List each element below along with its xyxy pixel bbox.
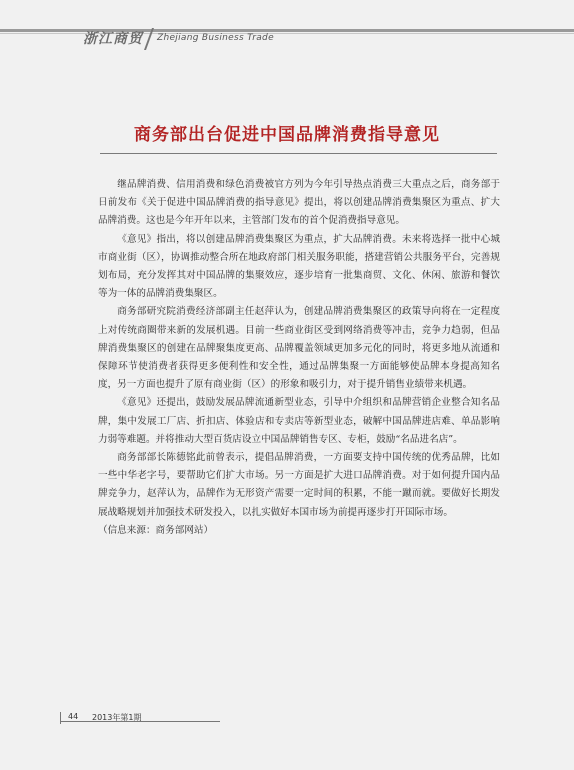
article-title: 商务部出台促进中国品牌消费指导意见	[134, 125, 440, 145]
paragraph-3: 商务部研究院消费经济部副主任赵萍认为，创建品牌消费集聚区的政策导向将在一定程度上对传统商圈带来新的发展机遇。目前一些商业街区受到网络消费等冲击，竞争力趋弱，但品牌消费集聚区的创建在品牌聚集度更高、品牌覆盖领域更加多元化的同时，将更多地从流通和保障环节使消费者获得更多便利性和安全性，通过品牌集聚一方面能够使品牌本身提高知名度，另一方面也提升了原有商业街（区）的形象和吸引力，对于提升销售业绩带来机遇。	[98, 306, 500, 391]
footer-tick	[60, 712, 61, 724]
article-body	[98, 176, 500, 540]
paragraph-4: 《意见》还提出，鼓励发展品牌流通新型业态，引导中介组织和品牌营销企业整合知名品牌，集中发展工厂店、折扣店、体验店和专卖店等新型业态，破解中国品牌进店难、单品影响力弱等难题。并将推动大型百货店设立中国品牌销售专区、专柜，鼓励“名品进名店”。	[98, 397, 500, 445]
paragraph-5: 商务部部长陈德铭此前曾表示，提倡品牌消费，一方面要支持中国传统的优秀品牌，比如一些中华老字号，要帮助它们扩大市场。另一方面是扩大进口品牌消费。对于如何提升国内品牌竞争力，赵萍认为，品牌作为无形资产需要一定时间的积累，不能一蹴而就。要做好长期发展战略规划并加强技术研发投入，以扎实做好本国市场为前提再逐步打开国际市场。	[98, 452, 500, 518]
paragraph-1: 继品牌消费、信用消费和绿色消费被官方列为今年引导热点消费三大重点之后，商务部于日前发布《关于促进中国品牌消费的指导意见》提出，将以创建品牌消费集聚区为重点、扩大品牌消费。这也是今年开年以来，主管部门发布的首个促消费指导意见。	[98, 179, 500, 227]
masthead-logo: 浙江商贸	[83, 31, 143, 47]
page-number: 44	[68, 712, 79, 721]
page-header	[0, 0, 574, 50]
source-note: （信息来源：商务部网站）	[98, 524, 214, 536]
issue-label: 2013年第1期	[92, 713, 142, 722]
title-rule	[100, 153, 497, 154]
paragraph-2: 《意见》指出，将以创建品牌消费集聚区为重点，扩大品牌消费。未来将选择一批中心城市商业街（区），协调推动整合所在地政府部门相关服务职能，搭建营销公共服务平台，完善规划布局，充分发挥其对中国品牌的集聚效应，逐步培育一批集商贸、文化、休闲、旅游和餐饮等为一体的品牌消费集聚区。	[98, 233, 500, 300]
masthead-subtitle: Zhejiang Business Trade	[157, 33, 274, 43]
